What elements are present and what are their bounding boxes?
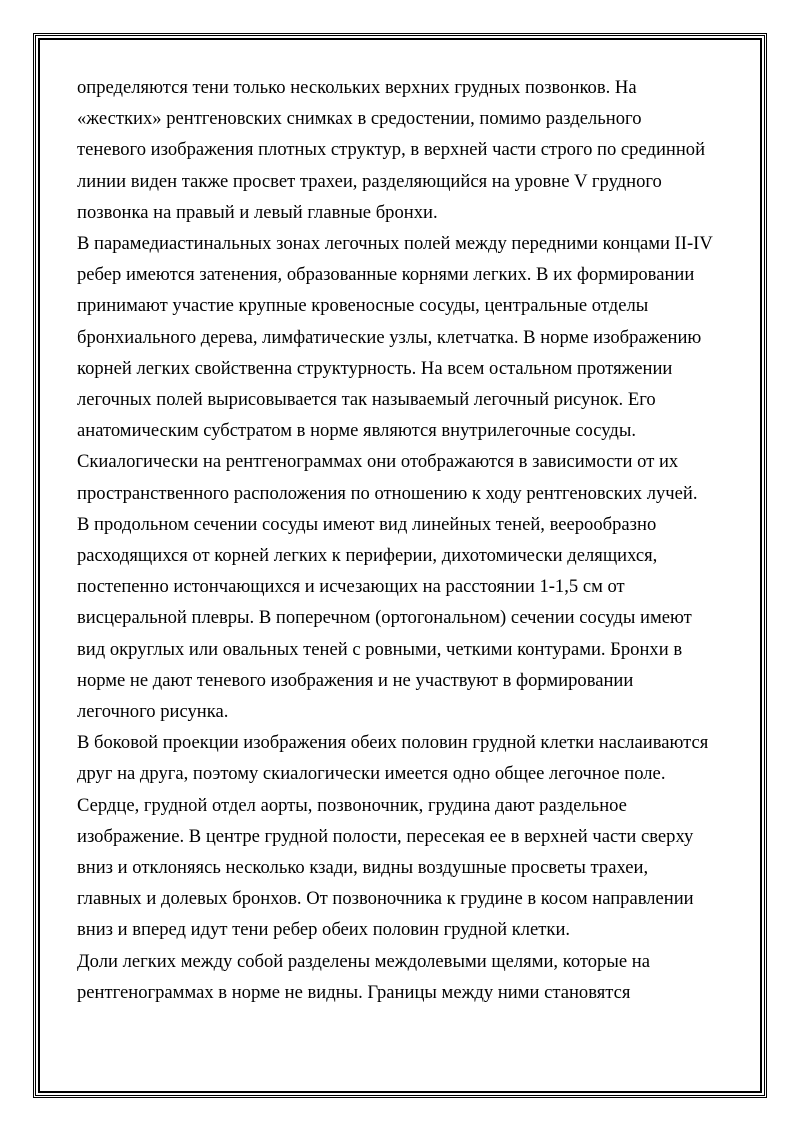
text-line: В парамедиастинальных зонах легочных полей между передними концами II-IV (77, 233, 713, 255)
text-line: легочных полей вырисовывается так называемый легочный рисунок. Его (77, 389, 656, 411)
text-line: «жестких» рентгеновских снимках в средостении, помимо раздельного (77, 108, 642, 130)
text-line: определяются тени только нескольких верхних грудных позвонков. На (77, 77, 637, 98)
text-line: В боковой проекции изображения обеих половин грудной клетки наслаиваются (77, 732, 709, 754)
text-line: расходящихся от корней легких к периферии, дихотомически делящихся, (77, 545, 658, 567)
text-line: ребер имеются затенения, образованные корнями легких. В их формировании (77, 264, 695, 286)
text-line: друг на друга, поэтому скиалогически имеется одно общее легочное поле. (77, 763, 666, 785)
text-line: легочного рисунка. (77, 701, 229, 723)
text-line: вниз и вперед идут тени ребер обеих половин грудной клетки. (77, 919, 571, 941)
text-line: вид округлых или овальных теней с ровными, четкими контурами. Бронхи в (77, 638, 683, 660)
text-line: позвонка на правый и левый главные бронхи. (77, 201, 438, 223)
text-line: главных и долевых бронхов. От позвоночника к грудине в косом направлении (77, 888, 694, 910)
text-line: висцеральной плевры. В поперечном (ортогональном) сечении сосуды имеют (77, 607, 692, 629)
text-line: теневого изображения плотных структур, в верхней части строго по срединной (77, 139, 706, 161)
document-text-body (77, 72, 729, 1008)
text-line: линии виден также просвет трахеи, разделяющийся на уровне V грудного (77, 170, 662, 192)
text-line: пространственного расположения по отношению к ходу рентгеновских лучей. (77, 482, 698, 504)
text-line: изображение. В центре грудной полости, пересекая ее в верхней части сверху (77, 825, 694, 847)
text-line: анатомическим субстратом в норме являются внутрилегочные сосуды. (77, 420, 636, 442)
text-line: постепенно истончающихся и исчезающих на расстоянии 1-1,5 см от (77, 576, 625, 598)
text-line: норме не дают теневого изображения и не участвуют в формировании (77, 669, 634, 691)
text-line: В продольном сечении сосуды имеют вид линейных теней, веерообразно (77, 513, 657, 535)
text-line: Доли легких между собой разделены междолевыми щелями, которые на (77, 950, 650, 972)
text-line: Сердце, грудной отдел аорты, позвоночник, грудина дают раздельное (77, 794, 627, 816)
text-line: корней легких свойственна структурность. На всем остальном протяжении (77, 357, 673, 379)
text-line: принимают участие крупные кровеносные сосуды, центральные отделы (77, 295, 649, 317)
text-line: рентгенограммах в норме не видны. Границы между ними становятся (77, 981, 631, 1003)
text-line: вниз и отклоняясь несколько кзади, видны воздушные просветы трахеи, (77, 857, 649, 879)
text-line: бронхиального дерева, лимфатические узлы, клетчатка. В норме изображению (77, 326, 702, 348)
text-line: Скиалогически на рентгенограммах они отображаются в зависимости от их (77, 451, 679, 473)
